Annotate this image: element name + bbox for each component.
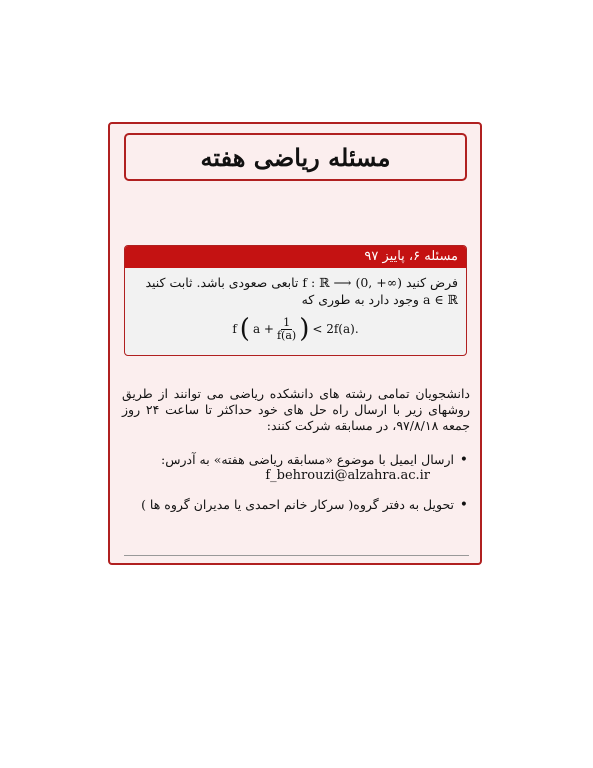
problem-box	[124, 245, 467, 356]
problem-line-1	[133, 274, 458, 291]
poster-frame	[108, 122, 482, 565]
problem-text-3: وجود دارد به طوری که	[301, 292, 419, 307]
fraction-numerator: 1	[283, 315, 291, 329]
problem-text-2: تابعی صعودی باشد. ثابت کنید	[145, 275, 299, 290]
list-item	[122, 497, 470, 513]
fraction-denominator: f(a)	[276, 328, 297, 342]
intro-paragraph: دانشجویان تمامی رشته های دانشکده ریاضی می توانند از طریق روشهای زیر با ارسال راه حل های خود حداکثر تا ساعت ۲۴ روز جمعه ۹۷/۸/۱۸، در مسابقه شرکت کنند:	[122, 386, 470, 433]
right-paren: )	[299, 314, 310, 344]
title-box	[124, 133, 467, 181]
left-paren: (	[239, 314, 250, 344]
list-item	[122, 452, 470, 484]
submission-list	[122, 452, 470, 526]
variable-domain: a ∈ ℝ	[422, 292, 458, 307]
formula-rhs: < 2f(a).	[312, 321, 359, 336]
office-instruction: تحویل به دفتر گروه( سرکار خانم احمدی یا مدیران گروه ها )	[141, 497, 454, 512]
email-instruction: ارسال ایمیل با موضوع «مسابقه ریاضی هفته» به آدرس:	[161, 452, 454, 467]
bottom-divider	[124, 555, 469, 556]
fraction	[277, 317, 296, 342]
problem-header: مسئله ۶، پاییز ۹۷	[125, 246, 466, 268]
page-title: مسئله ریاضی هفته	[200, 142, 391, 172]
problem-text-1: فرض کنید	[405, 275, 458, 290]
function-definition: f : ℝ ⟶ (0, +∞)	[302, 275, 402, 290]
inequality-formula	[133, 316, 458, 342]
formula-a-plus: a +	[252, 321, 274, 336]
formula-f: f	[232, 321, 237, 336]
problem-line-2	[133, 291, 458, 308]
problem-statement	[125, 268, 466, 342]
email-link[interactable]: f_behrouzi@alzahra.ac.ir	[265, 468, 430, 483]
